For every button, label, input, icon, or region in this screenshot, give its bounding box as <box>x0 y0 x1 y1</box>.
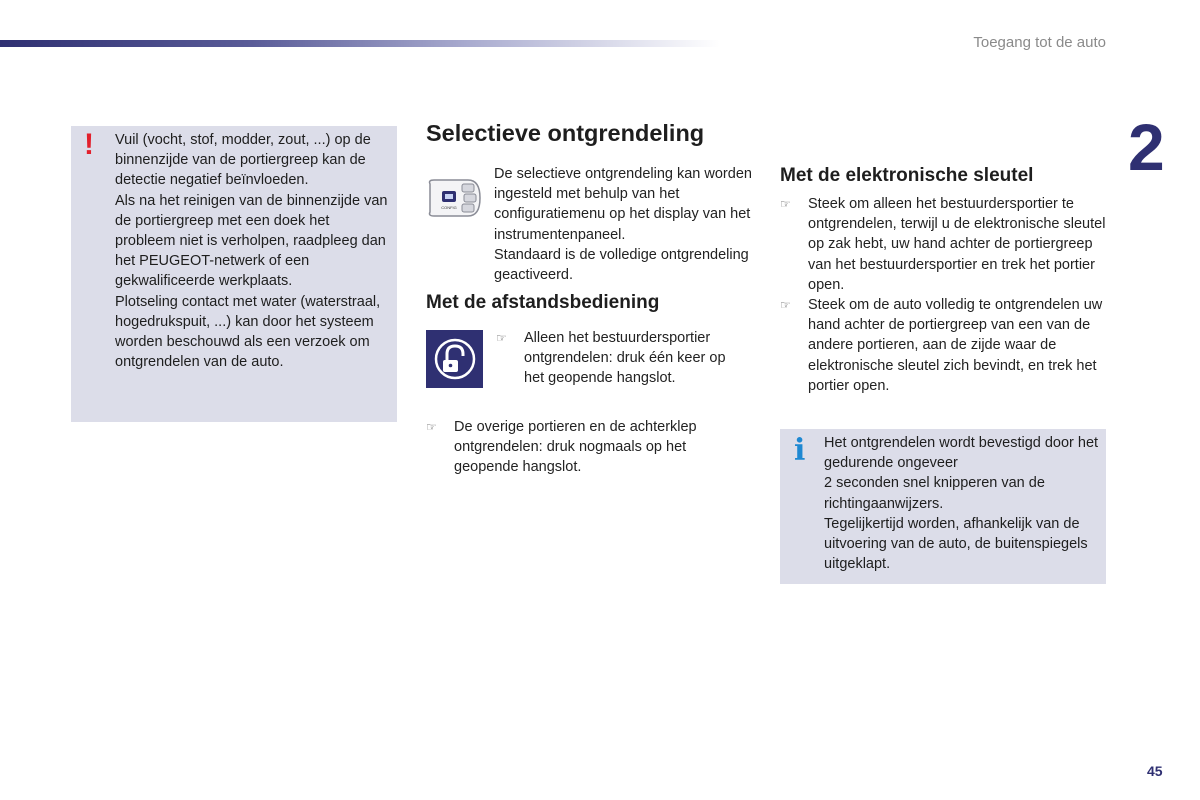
config-icon-label: CONFIG <box>441 205 457 210</box>
electronic-key-heading: Met de elektronische sleutel <box>780 165 1034 186</box>
warning-paragraph: Vuil (vocht, stof, modder, zout, ...) op de binnenzijde van de portiergreep kan de detectie negatief beïnvloeden. <box>115 132 371 189</box>
warning-text <box>115 130 391 372</box>
config-button-icon <box>426 176 482 220</box>
info-text <box>824 433 1100 574</box>
pointing-hand-icon: ☞ <box>780 197 791 211</box>
warning-box <box>71 126 397 422</box>
list-item <box>780 295 1106 396</box>
info-paragraph: Tegelijkertijd worden, afhankelijk van de uitvoering van de auto, de buitenspiegels uitgeklapt. <box>824 515 1088 573</box>
header-gradient-bar <box>0 40 720 47</box>
selective-description <box>494 164 756 285</box>
info-icon: i <box>794 433 806 468</box>
info-paragraph: Het ontgrendelen wordt bevestigd door het gedurende ongeveer <box>824 435 1099 472</box>
list-item-text: Steek om alleen het bestuurdersportier te ontgrendelen, terwijl u de elektronische sleutel op zak hebt, uw hand achter de portiergreep van het bestuurdersportier en trek het portier open. <box>808 196 1106 293</box>
list-item-text: Steek om de auto volledig te ontgrendelen uw hand achter de portiergreep van een van de andere portieren, aan de zijde waar de elektronische sleutel zich bevindt, en trek het portier open. <box>808 297 1103 394</box>
remote-control-heading: Met de afstandsbediening <box>426 292 660 313</box>
info-box <box>780 429 1106 584</box>
list-item-text: De overige portieren en de achterklep ontgrendelen: druk nogmaals op het geopende hangslot. <box>454 419 697 476</box>
list-item <box>780 194 1106 295</box>
chapter-number: 2 <box>1128 110 1165 184</box>
list-item <box>496 328 748 389</box>
pointing-hand-icon: ☞ <box>496 331 507 345</box>
list-item <box>426 417 746 478</box>
info-paragraph: 2 seconden snel knipperen van de richtingaanwijzers. <box>824 475 1045 512</box>
pointing-hand-icon: ☞ <box>780 298 791 312</box>
selective-unlocking-heading: Selectieve ontgrendeling <box>426 120 705 146</box>
selective-paragraph: De selectieve ontgrendeling kan worden ingesteld met behulp van het configuratiemenu op het display van het instrumentenpaneel. <box>494 166 752 243</box>
warning-paragraph: Plotseling contact met water (waterstraal, hogedrukspuit, ...) kan door het systeem worden beschouwd als een verzoek om ontgrendelen van de auto. <box>115 293 381 371</box>
warning-paragraph: Als na het reinigen van de binnenzijde van de portiergreep met een doek het probleem niet is verholpen, raadpleeg dan het PEUGEOT-netwerk of een gekwalificeerde werkplaats. <box>115 192 388 290</box>
section-title: Toegang tot de auto <box>973 34 1106 51</box>
open-padlock-icon <box>426 330 483 388</box>
pointing-hand-icon: ☞ <box>426 420 437 434</box>
exclamation-icon: ! <box>84 128 94 161</box>
selective-paragraph: Standaard is de volledige ontgrendeling geactiveerd. <box>494 246 749 284</box>
page-number: 45 <box>1147 763 1163 779</box>
list-item-text: Alleen het bestuurdersportier ontgrendelen: druk één keer op het geopende hangslot. <box>524 330 726 387</box>
